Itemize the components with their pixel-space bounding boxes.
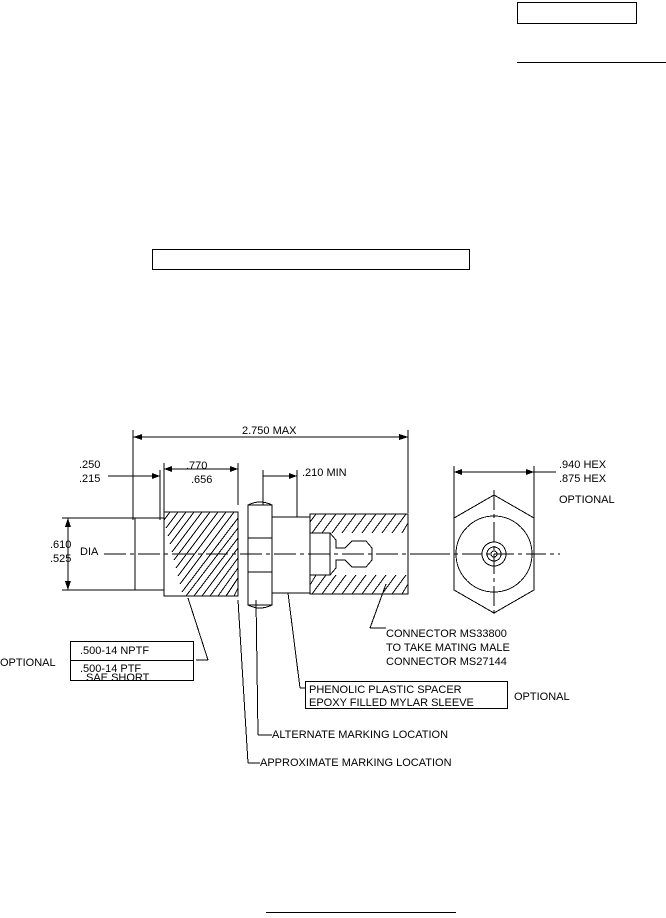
- callout-spacer-line1: PHENOLIC PLASTIC SPACER: [309, 684, 462, 696]
- callout-alternate-marking: ALTERNATE MARKING LOCATION: [272, 729, 449, 741]
- callout-connector-line3: CONNECTOR MS27144: [386, 656, 507, 668]
- dimension-hex-lower: .875 HEX: [559, 473, 607, 485]
- dimension-body-diameter-suffix: DIA: [80, 546, 99, 558]
- callout-thread-optional: OPTIONAL: [0, 657, 56, 669]
- callout-connector-line2: TO TAKE MATING MALE: [386, 642, 510, 654]
- dimension-tip-length: .210 MIN: [302, 467, 347, 479]
- callout-approximate-marking: APPROXIMATE MARKING LOCATION: [260, 757, 452, 769]
- callout-thread-line2: .500-14 PTF: [80, 663, 142, 675]
- callout-spacer-optional: OPTIONAL: [514, 691, 570, 703]
- callout-spacer-line2: EPOXY FILLED MYLAR SLEEVE: [309, 697, 474, 709]
- dimension-thread-length-upper: .770: [186, 460, 208, 472]
- dimension-hex-optional: OPTIONAL: [559, 494, 615, 506]
- dimension-body-diameter-upper: .610: [50, 539, 72, 551]
- callout-thread-line1: .500-14 NPTF: [80, 645, 150, 657]
- dimension-body-diameter-lower: .525: [50, 553, 72, 565]
- callout-connector-line1: CONNECTOR MS33800: [386, 628, 507, 640]
- dimension-thread-length-lower: .656: [191, 474, 213, 486]
- dimension-hex-upper: .940 HEX: [559, 459, 607, 471]
- dimension-shoulder-width-upper: .250: [79, 459, 101, 471]
- dimension-overall-length: 2.750 MAX: [242, 425, 297, 437]
- dimension-shoulder-width-lower: .215: [79, 473, 101, 485]
- callout-thread-line3: SAE SHORT: [86, 672, 150, 684]
